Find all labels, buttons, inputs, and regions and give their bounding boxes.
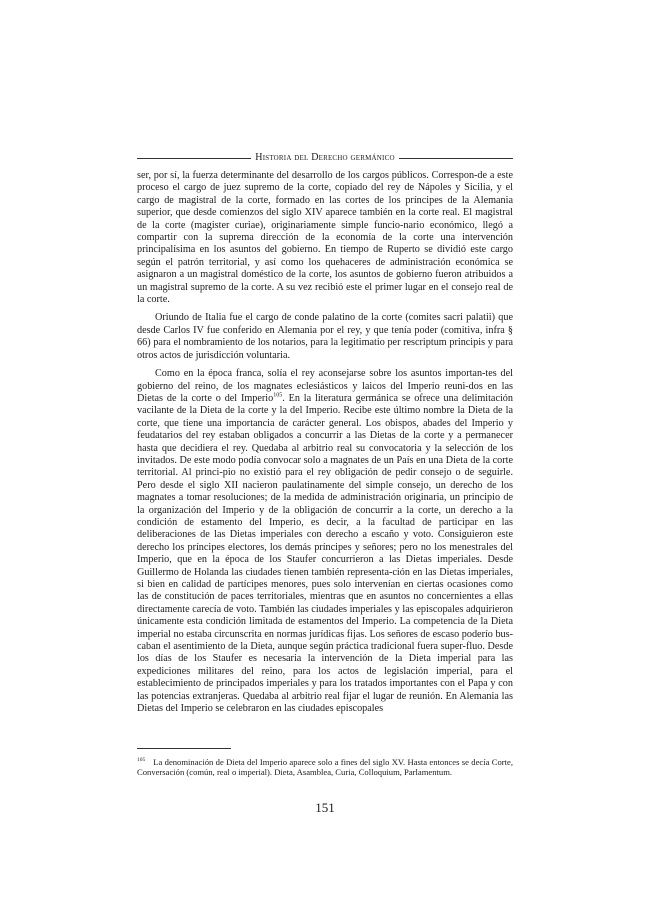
header-rule-right xyxy=(399,158,513,159)
header-rule-left xyxy=(137,158,251,159)
paragraph-3-part-1: Como en la época franca, solía el rey aconsejarse sobre los asuntos importan-tes del gobierno del reino, de los magnates eclesiásticos y laicos del Imperio reuni-dos en las Dietas de la corte o del Imperio xyxy=(137,368,513,404)
paragraph-1: ser, por sí, la fuerza determinante del desarrollo de los cargos públicos. Correspon-de a este proceso el cargo de juez supremo de la corte, copiado del rey de Nápoles y Sicilia, y el cargo de magistral de la corte, formado en las cortes de los príncipes de la Alemania superior, que desde comienzos del siglo XIV aparece también en la corte real. El magistral de la corte (magister curiae), originariamente simple funcio-nario económico, llegó a compartir con la suprema dirección de la economía de la corte una intervención principalísima en los asuntos del gobierno. En tiempo de Ruperto se dividió este cargo según el patrón territorial, y así como los quehaceres de administración económica se asignaron a un magistral doméstico de la corte, los asuntos de gobierno fueron atribuidos a un magistral supremo de la corte. A su vez recibió este el primer lugar en el consejo real de la corte. xyxy=(137,170,513,306)
paragraph-3-part-2: . En la literatura germánica se ofrece una delimitación vacilante de la Dieta de la corte y la del Imperio. Recibe este último nombre la Dieta de la corte, que tiene una importancia de carácter general. Los obispos, abades del Imperio y feudatarios del rey estaban obligados a concurrir a las Dietas de la corte y a permanecer hasta que decidiera el rey. Quedaba al arbitrio real su convocatoria y la selección de los invitados. De este modo podía convocar solo a magnates de un País en una Dieta de la corte territorial. Al princi-pio no existió para el rey obligación de pedir consejo o de seguirle. Pero desde el siglo XII nacieron paulatinamente del simple consejo, un derecho de los magnates a tomar resoluciones; de la medida de administración originaria, un principio de la organización del Imperio y de la obligación de concurrir a la corte, un derecho a la condición de estamento del Imperio, es decir, a la facultad de participar en las deliberaciones de las Dietas imperiales con derecho a escaño y voto. Consiguieron este derecho los príncipes electores, los demás príncipes y señores; pero no los menestrales del Imperio, que en la época de los Staufer concurrieron a las Dietas imperiales. Desde Guillermo de Holanda las ciudades tienen también representa-ción en las Dietas imperiales, si bien en calidad de partícipes menores, pues solo intervenían en ciertas ocasiones como las de constitución de paces territoriales, mientras que en asuntos no concernientes a ellas directamente carecía de voto. También las ciudades imperiales y las episcopales adquirieron únicamente esta condición limitada de estamentos del Imperio. La competencia de la Dieta imperial no estaba circunscrita en normas jurídicas fijas. Los señores de escaso poderío bus-caban el asentimiento de la Dieta, aunque según práctica tradicional fuera super-fluo. Desde los días de los Staufer es necesaria la intervención de la Dieta imperial para las expediciones militares del reino, para los actos de legislación imperial, para el establecimiento de principados imperiales y para los tratados importantes con el Papa y con las potencias extranjeras. Quedaba al arbitrio real fijar el lugar de reunión. En Alemania las Dietas del Imperio se celebraron en las ciudades episcopales xyxy=(137,392,513,715)
running-header xyxy=(137,150,513,164)
paragraph-3 xyxy=(137,368,513,715)
footnote-text: La denominación de Dieta del Imperio aparece solo a fines del siglo XV. Hasta entonces se decía Corte, Conversación (común, real o imperial). Dieta, Asamblea, Curia, Colloquium, Parlamentum. xyxy=(137,756,513,778)
footnote-rule xyxy=(137,748,231,749)
footnote-reference: 105 xyxy=(273,392,283,399)
paragraph-2: Oriundo de Italia fue el cargo de conde palatino de la corte (comites sacri palatii) que desde Carlos IV fue conferido en Alemania por el rey, y que tenía poder (comitiva, infra § 66) para el nombramiento de los notarios, para la legitimatio per rescriptum principis y para otros actos de jurisdicción voluntaria. xyxy=(137,312,513,361)
footnote-mark: 105 xyxy=(137,757,146,763)
footnote xyxy=(137,755,513,778)
page-number: 151 xyxy=(315,800,335,815)
main-text xyxy=(137,170,513,715)
header-title: Historia del Derecho germánico xyxy=(255,151,395,163)
